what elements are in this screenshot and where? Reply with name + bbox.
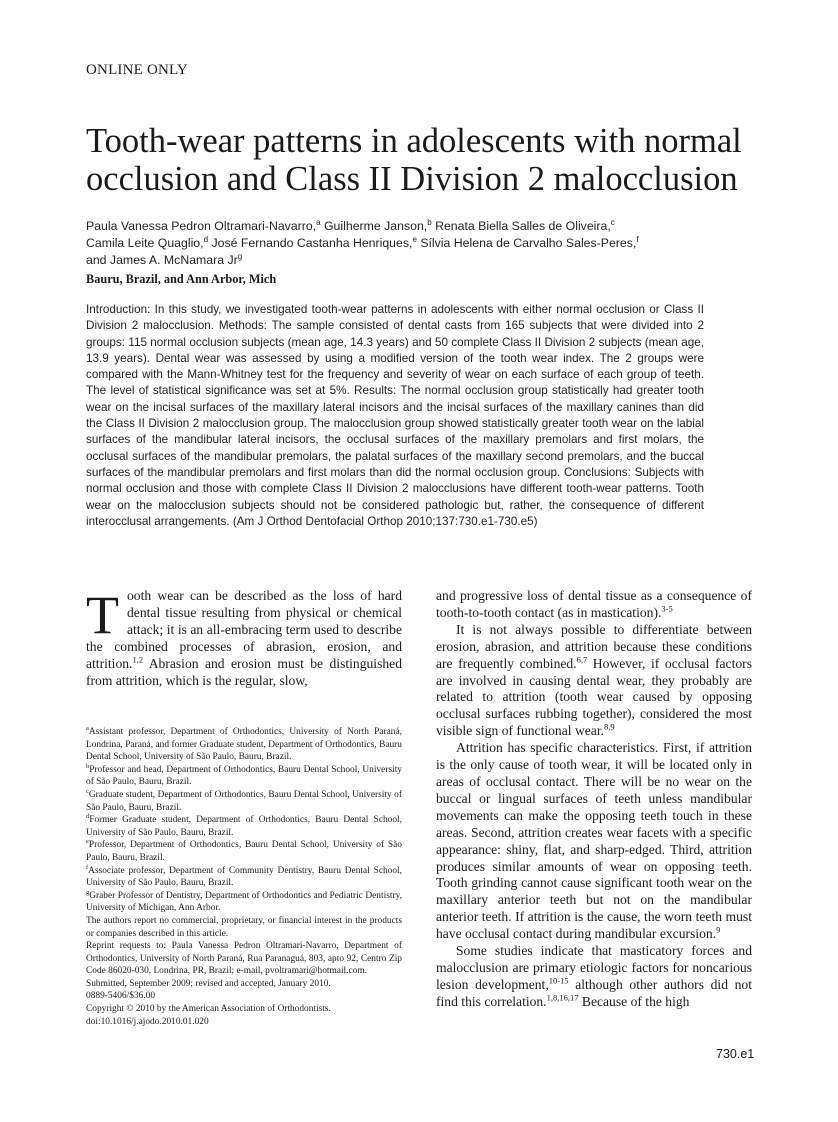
footnote	[86, 814, 402, 839]
citation-ref: 9	[716, 924, 721, 935]
footnote-text: Associate professor, Department of Community Dentistry, Bauru Dental School, University of São Paulo, Bauru, Brazil.	[86, 865, 402, 889]
author-mark: c	[610, 217, 615, 227]
citation-ref: 6,7	[576, 654, 588, 665]
author-name: and James A. McNamara Jr	[86, 253, 238, 267]
affiliation-line: Bauru, Brazil, and Ann Arbor, Mich	[86, 272, 277, 286]
page-number: 730.e1	[716, 1047, 755, 1061]
author-name: José Fernando Castanha Henriques,	[211, 236, 413, 250]
footnote-text: Graber Professor of Dentistry, Department of Orthodontics and Pediatric Dentistry, University of Michigan, Ann Arbor.	[86, 890, 402, 914]
author-name: Sílvia Helena de Carvalho Sales-Peres,	[420, 236, 637, 250]
author-mark: f	[636, 234, 639, 244]
footnote-mark: g	[86, 888, 90, 896]
body-paragraph	[436, 740, 752, 943]
footnote	[86, 764, 402, 789]
footnote	[86, 865, 402, 890]
abstract: Introduction: In this study, we investigated tooth-wear patterns in adolescents with either normal occlusion or Class II Division 2 malocclusion. Methods: The sample consisted of dental casts from 165 subjects that were divided into 2 groups: 115 normal occlusion subjects (mean age, 14.3 years) and 50 complete Class II Division 2 subjects (mean age, 13.9 years). Dental wear was assessed by using a modified version of the tooth wear index. The 2 groups were compared with the Mann-Whitney test for the frequency and severity of wear on each surface of each group of teeth. The level of statistical significance was set at 5%. Results: The normal occlusion group statistically had greater tooth wear on the incisal surfaces of the maxillary lateral incisors and the incisal surfaces of the maxillary canines than did the Class II Division 2 malocclusion group. The malocclusion group showed statistically greater tooth wear on the labial surfaces of the mandibular lateral incisors, the occlusal surfaces of the maxillary premolars and first molars, the occlusal surfaces of the mandibular premolars, the palatal surfaces of the maxillary second premolars, and the buccal surfaces of the mandibular premolars and first molars than did the normal occlusion group. Conclusions: Subjects with normal occlusion and those with complete Class II Division 2 malocclusions have different tooth-wear patterns. Tooth wear on the malocclusion subjects should not be considered pathologic but, rather, the consequence of different interocclusal arrangements. (Am J Orthod Dentofacial Orthop 2010;137:730.e1-730.e5)	[86, 303, 704, 528]
body-text: Some studies indicate that masticatory forces and malocclusion are primary etiologic factors for noncarious lesion development,	[436, 943, 752, 992]
issn-price: 0889-5406/$36.00	[86, 991, 156, 1002]
citation-ref: 10-15	[548, 975, 569, 986]
body-text: Because of the high	[578, 993, 690, 1009]
author-mark: d	[203, 234, 209, 244]
author-mark: a	[316, 217, 321, 227]
author-name: Paula Vanessa Pedron Oltramari-Navarro,	[86, 219, 317, 233]
body-text: Attrition has specific characteristics. First, if attrition is the only cause of tooth wear, it will be located only in areas of occlusal contact. There will be no wear on the buccal or lingual surfaces of teeth unless mandibular movements can make the opposing teeth touch in these areas. Second, attrition creates wear facets with a specific appearance: shiny, flat, and sharp-edged. Third, attrition produces similar amounts of wear on opposing teeth. Tooth grinding cannot cause significant tooth wear on the maxillary anterior teeth but not on the mandibular anterior teeth. If attrition is the cause, the worn teeth must have occlusal contact during mandibular excursion.	[436, 740, 752, 942]
body-paragraph	[436, 622, 752, 740]
footnote	[86, 726, 402, 764]
footnote-mark: c	[86, 787, 89, 795]
body-paragraph	[86, 585, 402, 689]
body-text: It is not always possible to differentiate between erosion, abrasion, and attrition because these conditions are frequently combined.	[436, 621, 752, 671]
footnote-text: Professor and head, Department of Orthodontics, Bauru Dental School, University of São Paulo, Bauru, Brazil.	[86, 764, 402, 788]
doi-line: doi:10.1016/j.ajodo.2010.01.020	[86, 1016, 209, 1027]
article-title: Tooth-wear patterns in adolescents with normal occlusion and Class II Division 2 malocclusion	[86, 122, 742, 198]
footnote-mark: d	[86, 813, 90, 821]
citation-ref: 3-5	[661, 603, 673, 614]
body-text: although other authors did not find this correlation.	[436, 976, 752, 1009]
section-label: ONLINE ONLY	[86, 62, 188, 78]
body-text: ooth wear can be described as the loss of hard dental tissue resulting from physical or chemical attack; it is an all-embracing term used to describe the combined processes of abrasion, erosion, and attrition.	[86, 588, 402, 671]
reprint-requests: Reprint requests to: Paula Vanessa Pedron Oltramari-Navarro, Department of Orthodontics, University of North Paraná, Rua Paranaguá, 803, apto 92, Centro Zip Code 86020-030, Londrina, PR, Brazil; e-mail, pvoltramari@hotmail.com.	[86, 941, 402, 977]
author-mark: g	[237, 251, 243, 261]
author-name: Camila Leite Quaglio,	[86, 236, 204, 250]
body-text: and progressive loss of dental tissue as a consequence of tooth-to-tooth contact (as in mastication).	[436, 588, 752, 620]
footnote-text: Assistant professor, Department of Orthodontics, University of North Paraná, Londrina, Paraná, and former Graduate student, Department of Orthodontics, Bauru Dental School, University of São Paulo, Bauru, Brazil.	[86, 727, 402, 763]
footnote	[86, 890, 402, 915]
footnote-text: Former Graduate student, Department of Orthodontics, Bauru Dental School, University of São Paulo, Bauru, Brazil.	[86, 815, 402, 838]
footnote-text: Graduate student, Department of Orthodontics, Bauru Dental School, University of São Paulo, Bauru, Brazil.	[86, 789, 402, 813]
copyright-line: Copyright © 2010 by the American Association of Orthodontists.	[86, 1004, 331, 1015]
footnote	[86, 789, 402, 814]
footnote-mark: a	[86, 724, 89, 732]
body-paragraph	[436, 588, 752, 622]
drop-cap: T	[86, 585, 119, 645]
citation-ref: 8,9	[604, 721, 615, 732]
footnote-text: Professor, Department of Orthodontics, Bauru Dental School, University of São Paulo, Bauru, Brazil.	[86, 840, 402, 863]
footnote-mark: e	[86, 838, 89, 846]
footnote-mark: b	[86, 762, 90, 770]
body-column-left	[86, 585, 402, 689]
body-paragraph	[436, 943, 752, 1011]
disclosure-note: The authors report no commercial, proprietary, or financial interest in the products or companies described in this article.	[86, 915, 402, 939]
footnote-mark: f	[86, 863, 89, 871]
footnotes	[86, 726, 402, 1028]
submission-dates: Submitted, September 2009; revised and accepted, January 2010.	[86, 978, 331, 989]
body-text: However, if occlusal factors are involved in causing dental wear, they probably are related to attrition (tooth wear caused by opposing occlusal surfaces rubbing together), considered the most visible sign of functional wear.	[436, 655, 752, 739]
footnote	[86, 839, 402, 864]
author-name: Guilherme Janson,	[323, 219, 428, 233]
citation-ref: 1,8,16,17	[546, 992, 579, 1003]
body-text: Abrasion and erosion must be distinguished from attrition, which is the regular, slow,	[86, 655, 402, 688]
body-column-right	[436, 588, 752, 1011]
author-mark: e	[412, 234, 417, 244]
author-mark: b	[427, 217, 432, 227]
author-list	[86, 218, 726, 269]
citation-ref: 1,2	[132, 654, 144, 665]
author-name: Renata Biella Salles de Oliveira,	[435, 219, 611, 233]
